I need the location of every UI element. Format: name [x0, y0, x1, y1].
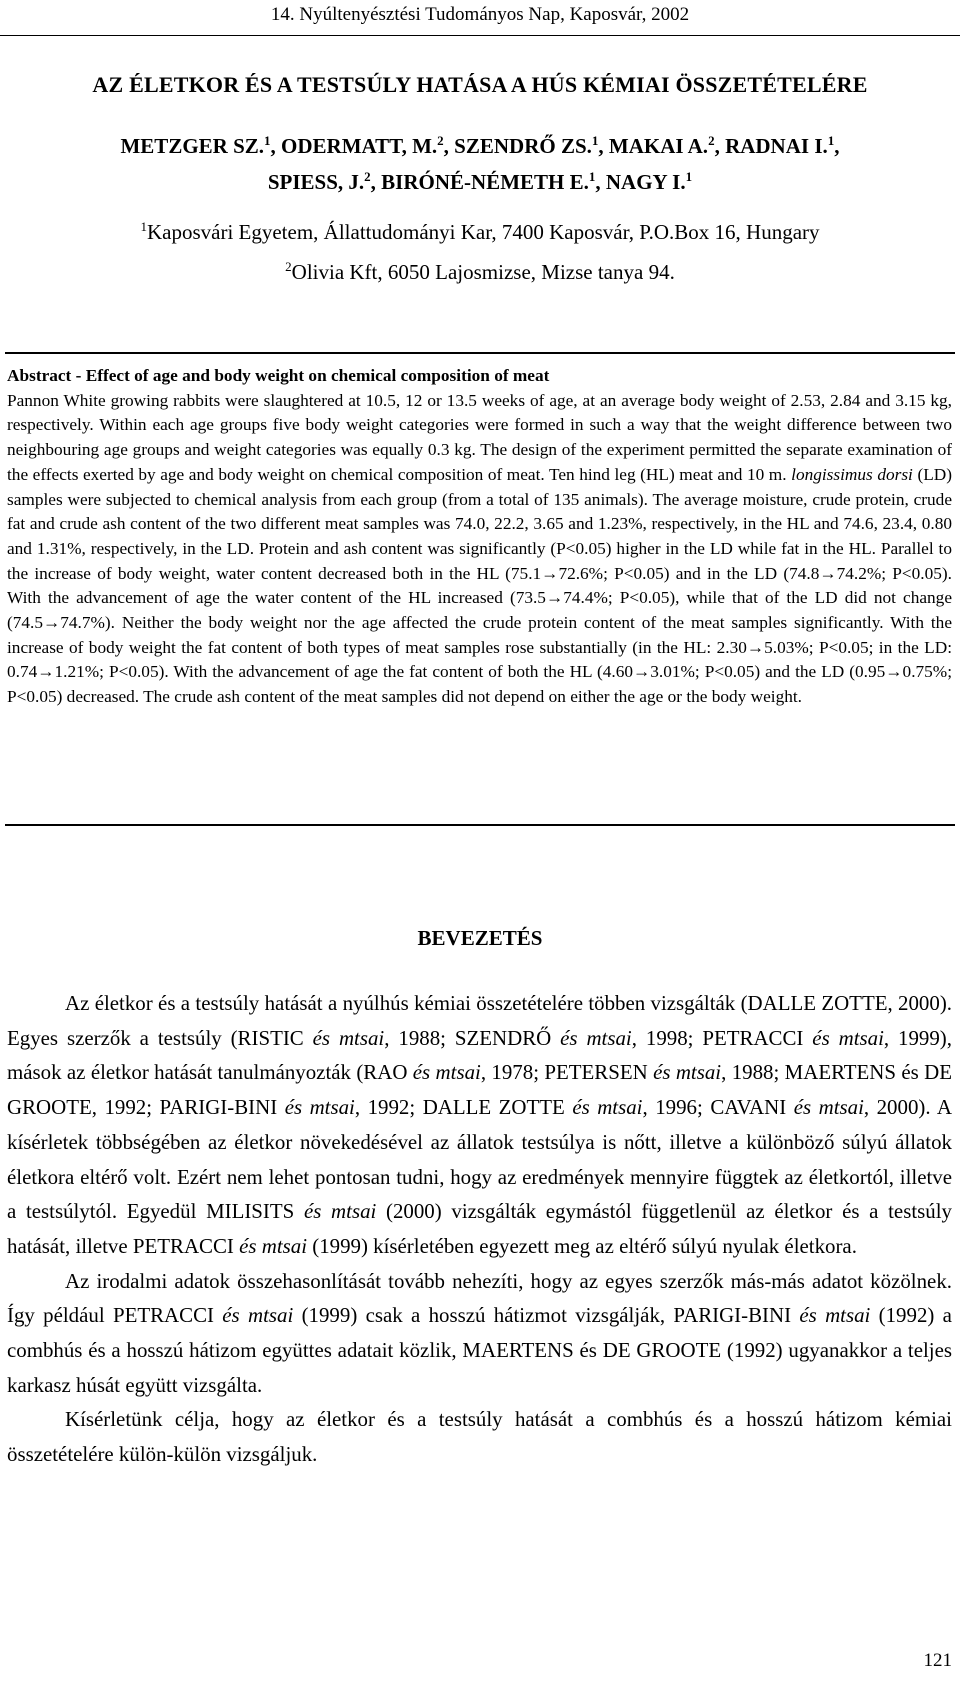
author: SPIESS, J.: [267, 170, 365, 194]
paragraph: Az életkor és a testsúly hatását a nyúlhús kémiai összetételére többen vizsgálták (DALLE ZOTTE, 2000). Egyes szerzők a testsúly (RISTIC és mtsai, 1988; SZENDRŐ és mtsai, 1998; PETRACCI és mtsai, 1999), mások az életkor hatását tanulmányozták (RAO és mtsai, 1978; PETERSEN és mtsai, 1988; MAERTENS és DE GROOTE, 1992; PARIGI-BINI és mtsai, 1992; DALLE ZOTTE és mtsai, 1996; CAVANI és mtsai, 2000). A kísérletek többségében az életkor növekedésével az állatok testsúlya is nőtt, illetve a különböző súlyú állatok életkora eltérő volt. Ezért nem lehet pontosan tudni, hogy az eredmények mennyire függtek az életkortól, illetve a testsúlytól. Egyedül MILISITS és mtsai (2000) vizsgálták egymástól függetlenül az életkor és a testsúly hatását, illetve PETRACCI és mtsai (1999) kísérletében egyezett meg az eltérő súlyú nyulak életkora.: [7, 991, 953, 1258]
citation-author: PARIGI-BINI: [673, 1303, 792, 1328]
running-header: 14. Nyúltenyésztési Tudományos Nap, Kaposvár, 2002: [270, 4, 690, 25]
author: METZGER SZ.: [120, 134, 265, 158]
abstract-block: [7, 364, 952, 710]
citation-author: PETRACCI: [112, 1303, 214, 1328]
citation-author: SZENDRŐ: [454, 1025, 552, 1050]
citation-author: MILISITS: [206, 1199, 295, 1224]
author: SZENDRŐ ZS.: [454, 134, 592, 158]
abstract-title: Abstract - Effect of age and body weight on chemical composition of meat: [7, 366, 550, 385]
abstract-rule-top: [5, 352, 955, 354]
citation-author: PETRACCI: [702, 1025, 804, 1050]
author: NAGY I.: [605, 170, 686, 194]
citation-author: PARIGI-BINI: [159, 1095, 278, 1120]
paper-title: AZ ÉLETKOR ÉS A TESTSÚLY HATÁSA A HÚS KÉMIAI ÖSSZETÉTELÉRE: [92, 72, 868, 97]
abstract-text: Pannon White growing rabbits were slaughtered at 10.5, 12 or 13.5 weeks of age, at an average body weight of 2.53, 2.84 and 3.15 kg, respectively. Within each age groups five body weight categories were formed in such a way that the weight difference between two neighbouring age groups and weight categories was equally 0.3 kg. The design of the experiment permitted the separate examination of the effects exerted by age and body weight on chemical composition of meat. Ten hind leg (HL) meat and 10 m.: [7, 390, 952, 484]
affiliation-2: $^2$Olivia Kft, 6050 Lajosmizse, Mizse tanya 94.: [285, 259, 675, 284]
paragraph: Kísérletünk célja, hogy az életkor és a testsúly hatását a combhús és a hosszú hátizom kémiai összetételére külön-külön vizsgáljuk.: [7, 1407, 952, 1467]
citation-author: DALLE ZOTTE: [747, 991, 888, 1015]
author: RADNAI I.: [725, 134, 828, 158]
affiliations: [30, 212, 930, 292]
citation-author: RAO: [363, 1060, 408, 1085]
body-text: [7, 986, 952, 1472]
abstract-text: (LD) samples were subjected to chemical analysis from each group (from a total of 135 animals). The average moisture, crude protein, crude fat and crude ash content of the two different meat samples was 74.0, 22.2, 3.65 and 1.23%, respectively, in the HL and 74.6, 23.4, 0.80 and 1.31%, respectively, in the LD. Protein and ash content was significantly (P<0.05) higher in the LD while fat in the HL. Parallel to the increase of body weight, water content decreased both in the HL (75.1→72.6%; P<0.05) and in the LD (74.8→74.2%; P<0.05). With the advancement of age the water content of the HL increased (73.5→74.4%; P<0.05), while that of the LD did not change (74.5→74.7%). Neither the body weight nor the age affected the crude protein content of the meat samples significantly. With the increase of body weight the fat content of both types of meat samples rose substantially (in the HL: 2.30→5.03%; P<0.05; in the LD: 0.74→1.21%; P<0.05). With the advancement of age the fat content of both the HL (4.60→3.01%; P<0.05) and the LD (0.95→0.75%; P<0.05) decreased. The crude ash content of the meat samples did not depend on either the age or the body weight.: [7, 464, 952, 707]
page-number: 121: [923, 1650, 952, 1671]
section-heading: BEVEZETÉS: [417, 926, 543, 950]
paragraph: Az irodalmi adatok összehasonlítását tovább nehezíti, hogy az egyes szerzők más-más adatot közölnek. Így például PETRACCI és mtsai (1999) csak a hosszú hátizmot vizsgálják, PARIGI-BINI és mtsai (1992) a combhús és a hosszú hátizom együttes adatait közlik, MAERTENS és DE GROOTE (1992) ugyanakkor a teljes karkasz húsát együtt vizsgálta.: [7, 1268, 952, 1397]
author-list: METZGER SZ.$^1$, ODERMATT, M.$^2$, SZENDRŐ ZS.$^1$, MAKAI A.$^2$, RADNAI I.$^1$, SPIESS, J.$^2$, BIRÓNÉ-NÉMETH E.$^1$, NAGY I.$^1$: [120, 133, 840, 194]
citation-author: DALLE ZOTTE: [422, 1095, 565, 1120]
citation-author: MAERTENS: [784, 1060, 896, 1085]
citation-author: DE GROOTE: [7, 1060, 952, 1120]
abstract-rule-bottom: [5, 824, 955, 826]
affiliation-1: $^1$Kaposvári Egyetem, Állattudományi Kar, 7400 Kaposvár, P.O.Box 16, Hungary: [140, 219, 820, 244]
author: BIRÓNÉ-NÉMETH E.: [381, 170, 589, 194]
citation-author: MAERTENS: [462, 1338, 574, 1363]
author: ODERMATT, M.: [281, 134, 438, 158]
abstract-text-italic: longissimus dorsi: [791, 464, 913, 484]
header-rule: [0, 35, 960, 36]
citation-author: PETRACCI: [132, 1233, 234, 1258]
citation-author: PETERSEN: [544, 1060, 648, 1085]
author: MAKAI A.: [608, 134, 709, 158]
citation-author: DE GROOTE: [602, 1338, 722, 1363]
citation-author: CAVANI: [710, 1095, 787, 1120]
